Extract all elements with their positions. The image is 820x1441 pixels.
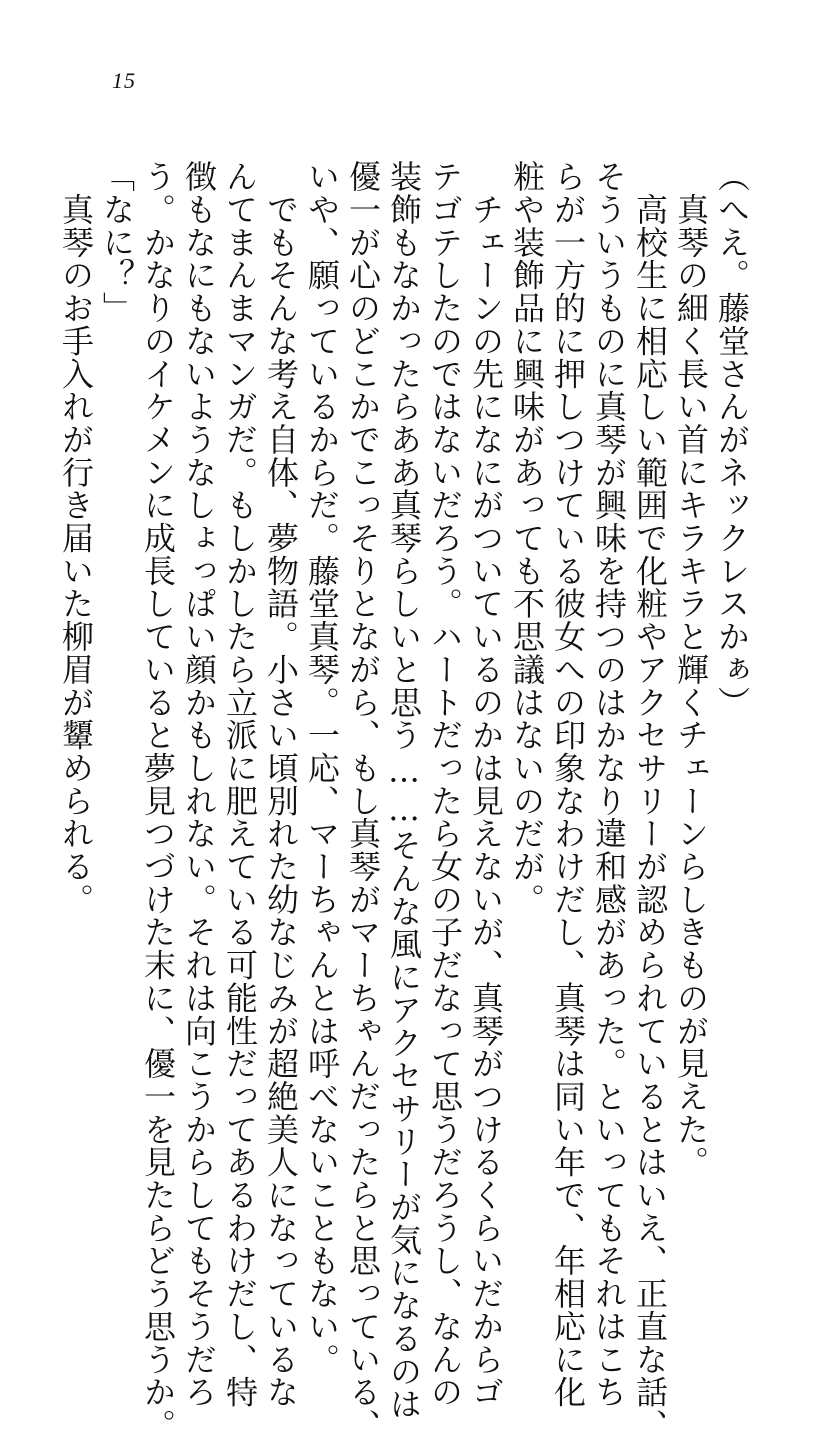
page-number: 15 [112, 68, 136, 93]
text-line: 真琴のお手入れが行き届いた柳眉が顰められる。 [57, 160, 95, 916]
text-line: らが一方的に押しつけている彼女への印象なわけだし、真琴は同い年で、年相応に化 [549, 160, 587, 1409]
text-line: 徴もなにもないようなしょっぱい顔かもしれない。それは向こうからしてもそうだろ [180, 160, 218, 1409]
text-line: 装飾もなかったらああ真琴らしいと思う……そんな風にアクセサリーが気になるのは [385, 160, 423, 1421]
text-line: 優一が心のどこかでこっそりとながら、もし真琴がマーちゃんだったらと思っている、 [344, 160, 382, 1441]
text-line: でもそんな考え自体、夢物語。小さい頃別れた幼なじみが超絶美人になっているな [262, 160, 300, 1409]
text-line: う。かなりのイケメンに成長していると夢見つづけた末に、優一を見たらどう思うか。 [139, 160, 177, 1441]
text-line: 粧や装飾品に興味があっても不思議はないのだが。 [508, 160, 546, 916]
text-line: んてまんまマンガだ。もしかしたら立派に肥えている可能性だってあるわけだし、特 [221, 160, 259, 1409]
text-line: いや、願っているからだ。藤堂真琴。一応、マーちゃんとは呼べないこともない。 [303, 160, 341, 1376]
text-line: 「なに？」 [98, 160, 136, 325]
text-line: 高校生に相応しい範囲で化粧やアクセサリーが認められているとはいえ、正直な話、 [631, 160, 669, 1441]
text-line: 真琴の細く長い首にキラキラと輝くチェーンらしきものが見えた。 [672, 160, 710, 1179]
text-line: チェーンの先になにがついているのかは見えないが、真琴がつけるくらいだからゴ [467, 160, 505, 1409]
text-line: テゴテしたのではないだろう。ハートだったら女の子だなって思うだろうし、なんの [426, 160, 464, 1409]
text-line: そういうものに真琴が興味を持つのはかなり違和感があった。といってもそれはこち [590, 160, 628, 1409]
body-text [55, 160, 752, 1441]
text-line: （へえ。藤堂さんがネックレスかぁ） [713, 160, 751, 719]
